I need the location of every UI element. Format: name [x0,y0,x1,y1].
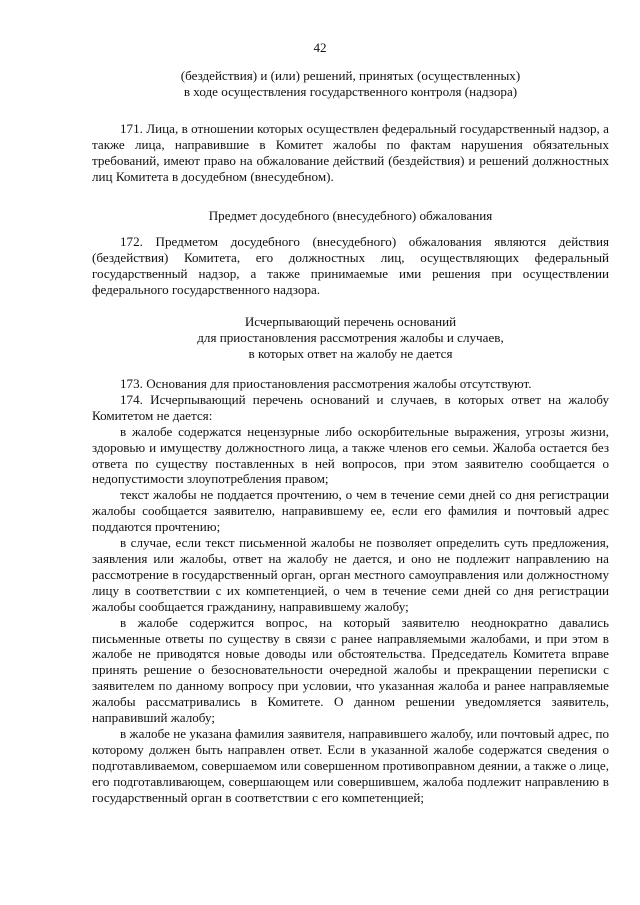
list-item: в жалобе содержатся нецензурные либо оскорбительные выражения, угрозы жизни, здоровью и имуществу должностного лица, а также членов его семьи. Жалоба остается без ответа по существу поставленных в ней вопросов, при этом заявителю сообщается о недопустимости злоупотребления правом; [92,423,609,487]
heading-line: для приостановления рассмотрения жалобы и случаев, [197,329,504,345]
section-heading-grounds [92,314,609,362]
heading-line: в которых ответ на жалобу не дается [248,345,453,361]
heading-line: (бездействия) и (или) решений, принятых (осуществленных) [180,68,521,83]
heading-line: Исчерпывающий перечень оснований [244,314,457,329]
paragraph-171: 171. Лица, в отношении которых осуществлен федеральный государственный надзор, а также лица, направившие в Комитет жалобы по фактам нарушения обязательных требований, имеют право на обжалование действий (бездействия) и решений должностных лиц Комитета в досудебном (внесудебном). [92,121,609,184]
section-174 [92,376,609,805]
list-item: в случае, если текст письменной жалобы не позволяет определить суть предложения, заявления или жалобы, ответ на жалобу не дается, и оно не подлежит направлению на рассмотрение в государственный орган, орган местного самоуправления или должностному лицу в соответствии с их компетенцией, о чем в течение семи дней со дня регистрации жалобы сообщается гражданину, направившему жалобу; [92,535,609,614]
section-heading-appeal [92,68,609,100]
paragraph-173: 173. Основания для приостановления рассмотрения жалобы отсутствуют. [120,376,532,391]
paragraph-172: 172. Предметом досудебного (внесудебного) обжалования являются действия (бездействия) Комитета, его должностных лиц, осуществляющих федеральный государственный надзор, а также принимаемые ими решения при осуществлении федерального государственного надзора. [92,234,609,297]
paragraph-174: 174. Исчерпывающий перечень оснований и случаев, в которых ответ на жалобу Комитетом не дается: [92,391,609,423]
page-number: 42 [313,40,327,55]
section-heading-subject: Предмет досудебного (внесудебного) обжалования [208,208,493,223]
list-item: текст жалобы не поддается прочтению, о чем в течение семи дней со дня регистрации жалобы сообщается заявителю, направившему ее, если его фамилия и почтовый адрес поддаются прочтению; [92,487,609,535]
heading-line: в ходе осуществления государственного контроля (надзора) [183,83,518,99]
list-item: в жалобе содержится вопрос, на который заявителю неоднократно давались письменные ответы по существу в связи с ранее направляемыми жалобами, и при этом в жалобе не приводятся новые доводы или обстоятельства. Председатель Комитета вправе принять решение о безосновательности очередной жалобы и прекращении переписки с заявителем по данному вопросу при условии, что указанная жалоба и ранее направляемые жалобы рассматривались в Комитете. О данном решении уведомляется заявитель, направивший жалобу; [92,614,609,726]
list-item: в жалобе не указана фамилия заявителя, направившего жалобу, или почтовый адрес, по которому должен быть направлен ответ. Если в указанной жалобе содержатся сведения о подготавливаемом, совершаемом или совершенном противоправном деянии, а также о лице, его подготавливающем, совершающем или совершившем, жалоба подлежит направлению в государственный орган в соответствии с его компетенцией; [92,725,609,805]
